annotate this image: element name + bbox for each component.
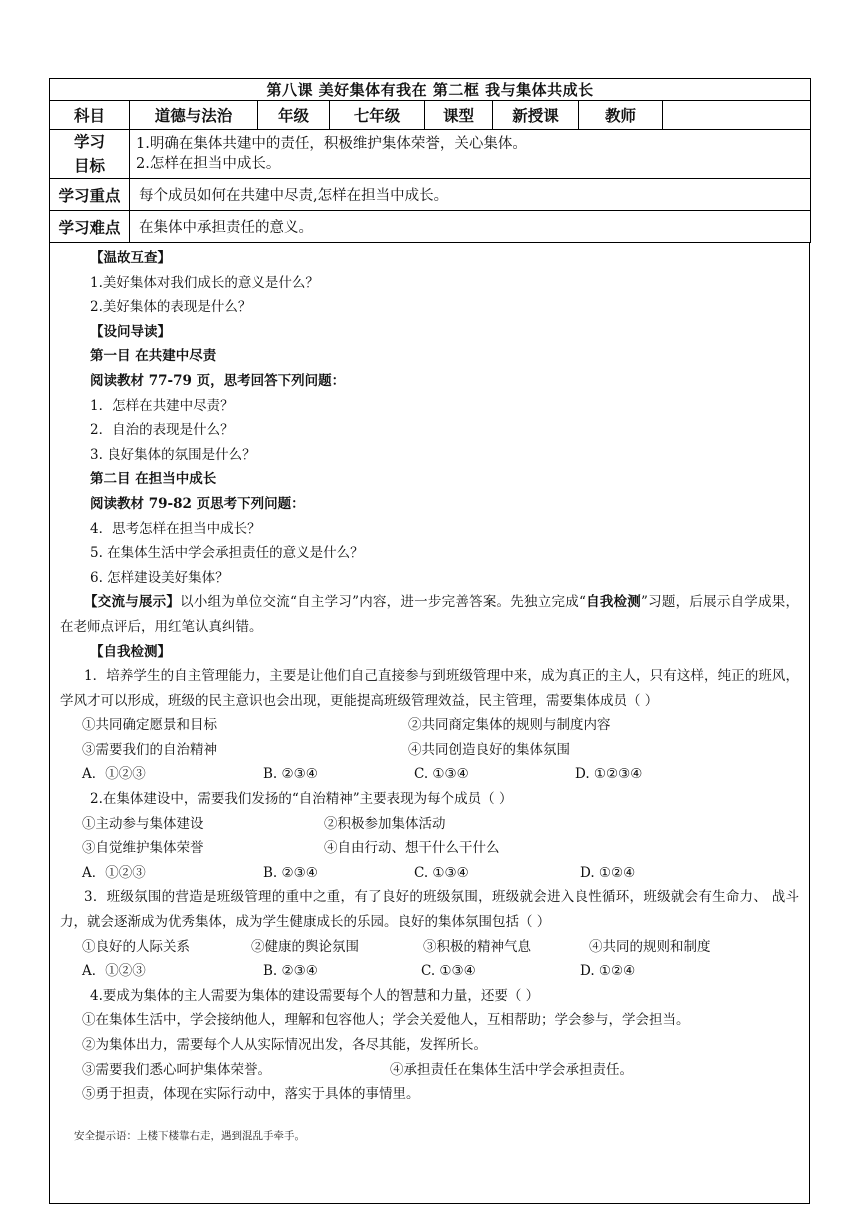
question-2-options xyxy=(60,836,799,861)
question-2: 2.在集体建设中，需要我们发扬的“自治精神”主要表现为每个成员（ ） xyxy=(90,791,513,808)
header-table xyxy=(49,78,811,243)
choice-b[interactable]: B. ②③④ xyxy=(263,766,318,783)
difficulty-text: 在集体中承担责任的意义。 xyxy=(130,211,811,243)
option: ①主动参与集体建设 xyxy=(82,815,204,832)
lesson-sheet xyxy=(49,78,810,1204)
type-label: 课型 xyxy=(425,101,493,130)
review-heading: 【温故互查】 xyxy=(90,250,171,266)
teacher-value[interactable] xyxy=(663,101,811,130)
goal-item: 2.怎样在担当中成长。 xyxy=(136,156,281,172)
option: ④自由行动、想干什么干什么 xyxy=(324,840,500,857)
option: ③自觉维护集体荣誉 xyxy=(82,840,204,857)
choice-c[interactable]: C. ①③④ xyxy=(414,864,469,881)
choice-d[interactable]: D. ①②③④ xyxy=(575,766,643,783)
part2-question: 6. 怎样建设美好集体？ xyxy=(90,569,229,586)
choice-a[interactable]: A．①②③ xyxy=(82,963,146,980)
exchange-paragraph xyxy=(60,590,799,639)
option: ③需要我们的自治精神 xyxy=(82,741,217,758)
guide-heading: 【设问导读】 xyxy=(90,323,171,340)
choice-b[interactable]: B. ②③④ xyxy=(263,864,318,881)
selftest-heading: 【自我检测】 xyxy=(90,643,171,660)
question-4-options xyxy=(60,1058,799,1083)
question-3-choices xyxy=(60,959,799,984)
exchange-text-bold: 自我检测 xyxy=(585,594,642,611)
main-content xyxy=(49,243,810,1204)
question-1-options xyxy=(60,713,799,738)
part2-title: 第二目 在担当中成长 xyxy=(90,471,217,488)
choice-c[interactable]: C. ①③④ xyxy=(421,963,476,980)
option: ③需要我们悉心呵护集体荣誉。 xyxy=(82,1061,271,1078)
difficulty-label: 学习难点 xyxy=(50,211,130,243)
exchange-text-b: ”习题，后展示自学成果，在老师点评后，用红笔认真纠错。 xyxy=(60,594,800,635)
question-4: 4.要成为集体的主人需要为集体的建设需要每个人的智慧和力量，还要（ ） xyxy=(90,987,540,1004)
option: ②为集体出力，需要每个人从实际情况出发，各尽其能，发挥所长。 xyxy=(82,1037,487,1053)
goals-label xyxy=(50,130,130,179)
subject-label: 科目 xyxy=(50,101,130,130)
option: ②健康的舆论氛围 xyxy=(251,938,359,955)
question-2-options xyxy=(60,812,799,837)
subject-value: 道德与法治 xyxy=(130,101,258,130)
exchange-text-a: 以小组为单位交流“自主学习”内容，进一步完善答案。先独立完成“ xyxy=(180,594,586,611)
difficulty-row xyxy=(50,211,811,243)
part1-question: 3. 良好集体的氛围是什么？ xyxy=(90,446,256,463)
goals-label-line1: 学习 xyxy=(73,132,105,151)
option: ①共同确定愿景和目标 xyxy=(82,717,217,734)
option: ②共同商定集体的规则与制度内容 xyxy=(408,717,611,734)
goals-row xyxy=(50,130,811,179)
teacher-label: 教师 xyxy=(579,101,663,130)
key-point-label: 学习重点 xyxy=(50,179,130,211)
part1-question: 1．怎样在共建中尽责？ xyxy=(90,397,234,414)
part1-reading-instruction: 阅读教材 77-79 页，思考回答下列问题： xyxy=(90,372,346,389)
question-1-choices xyxy=(60,762,799,787)
grade-value: 七年级 xyxy=(330,101,425,130)
lesson-title: 第八课 美好集体有我在 第二框 我与集体共成长 xyxy=(50,79,811,101)
choice-a[interactable]: A．①②③ xyxy=(82,766,146,783)
goal-item: 1.明确在集体共建中的责任，积极维护集体荣誉，关心集体。 xyxy=(136,136,527,152)
exchange-heading: 【交流与展示】 xyxy=(84,594,181,611)
choice-c[interactable]: C. ①③④ xyxy=(414,766,469,783)
part1-title: 第一目 在共建中尽责 xyxy=(90,348,217,365)
choice-a[interactable]: A．①②③ xyxy=(82,864,146,881)
key-point-text: 每个成员如何在共建中尽责,怎样在担当中成长。 xyxy=(130,179,811,211)
safety-tip-footer: 安全提示语：上楼下楼靠右走，遇到混乱手牵手。 xyxy=(74,1130,305,1142)
option: ②积极参加集体活动 xyxy=(324,815,446,832)
question-3: 3．班级氛围的营造是班级管理的重中之重，有了良好的班级氛围，班级就会进入良性循环，班级就会有生命力、 战斗力，就会逐渐成为优秀集体，成为学生健康成长的乐园。良好的集体氛围包括（ ） xyxy=(60,889,799,931)
part2-question: 5. 在集体生活中学会承担责任的意义是什么？ xyxy=(90,545,364,562)
choice-d[interactable]: D. ①②④ xyxy=(580,864,636,881)
question-2-choices xyxy=(60,861,799,886)
meta-row xyxy=(50,101,811,130)
part2-reading-instruction: 阅读教材 79-82 页思考下列问题： xyxy=(90,495,305,512)
option: ①在集体生活中，学会接纳他人，理解和包容他人；学会关爱他人，互相帮助；学会参与，学会担当。 xyxy=(82,1012,690,1029)
review-question: 2.美好集体的表现是什么？ xyxy=(90,299,252,316)
option: ①良好的人际关系 xyxy=(82,938,190,955)
option: ③积极的精神气息 xyxy=(423,938,531,955)
choice-b[interactable]: B. ②③④ xyxy=(263,963,318,980)
grade-label: 年级 xyxy=(258,101,330,130)
goals-body xyxy=(130,130,811,179)
option: ⑤勇于担责，体现在实际行动中，落实于具体的事情里。 xyxy=(82,1086,420,1103)
goals-label-line2: 目标 xyxy=(73,156,105,175)
question-3-options xyxy=(60,935,799,960)
part1-question: 2．自治的表现是什么？ xyxy=(90,422,234,439)
question-1-options xyxy=(60,738,799,763)
choice-d[interactable]: D. ①②④ xyxy=(580,963,636,980)
type-value: 新授课 xyxy=(493,101,579,130)
key-point-row xyxy=(50,179,811,211)
option: ④承担责任在集体生活中学会承担责任。 xyxy=(390,1061,633,1078)
review-question: 1.美好集体对我们成长的意义是什么？ xyxy=(90,274,319,291)
part2-question: 4．思考怎样在担当中成长？ xyxy=(90,520,261,537)
question-1: 1．培养学生的自主管理能力，主要是让他们自己直接参与到班级管理中来，成为真正的主人，只有这样，纯正的班风，学风才可以形成，班级的民主意识也会出现，更能提高班级管理效益，民主管理，需要集体成员（ ） xyxy=(60,668,799,709)
option: ④共同创造良好的集体氛围 xyxy=(408,741,570,758)
option: ④共同的规则和制度 xyxy=(589,938,711,955)
